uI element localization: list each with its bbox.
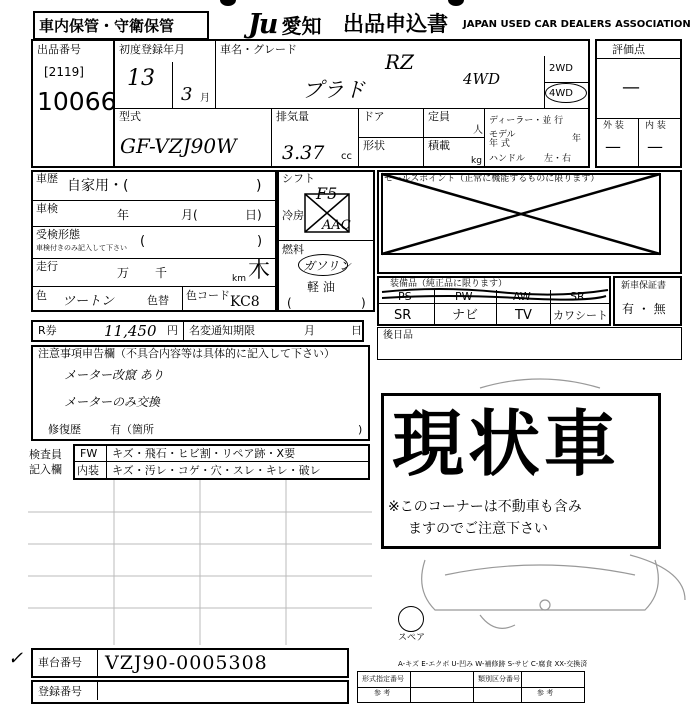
model-label: 車名・グレード: [220, 43, 297, 56]
model-drive: 4WD: [463, 70, 500, 88]
color-code-label: 色コード: [186, 289, 230, 302]
equipment-label: 装備品（純正品に限ります）: [390, 279, 508, 289]
door-label: ドア: [363, 110, 385, 123]
plate-day: 日: [351, 324, 362, 337]
repair-value: 有（箇所: [110, 423, 154, 436]
plate-label: 名変通知期限: [189, 324, 255, 337]
notes-line2: メーターのみ交換: [64, 395, 161, 409]
evaluation-label: 評価点: [612, 43, 645, 56]
divider: [97, 681, 98, 700]
divider: [114, 108, 589, 109]
postscript-label: 後日品: [383, 330, 413, 341]
postscript-box: [377, 327, 682, 360]
loadage-unit: kg: [471, 156, 482, 166]
receipt-note: 車検付きのみ記入して下さい: [36, 244, 127, 252]
divider: [32, 226, 276, 227]
selling-point-cross: [380, 172, 664, 256]
divider: [521, 672, 522, 702]
stamp-title: 現状車: [392, 402, 621, 486]
divider: [32, 286, 276, 287]
mileage-unit: km: [232, 274, 246, 284]
usage-close: ): [256, 178, 262, 194]
warranty-label: 新車保証書: [621, 281, 667, 291]
spare-label: スペア: [398, 633, 426, 643]
displacement-label: 排気量: [276, 110, 309, 123]
divider: [74, 461, 369, 462]
model-grade: RZ: [385, 50, 414, 74]
divider: [484, 108, 485, 167]
color-change-label: 色替: [147, 294, 169, 307]
receipt-label: 受検形態: [36, 228, 80, 241]
type-label: 型式: [119, 110, 141, 123]
stamp-line2: ますのでご注意下さい: [408, 521, 548, 537]
handle-options: 左・右: [544, 154, 572, 164]
recycle-label: R券: [38, 324, 57, 337]
binder-hole-right: [448, 0, 464, 6]
dealer-year-label: 年 式: [489, 139, 510, 149]
mileage-man: 万: [117, 266, 130, 280]
equipment-sr: SR: [394, 308, 412, 323]
divider: [172, 62, 173, 108]
registration-label: 初度登録年月: [119, 43, 185, 56]
mileage-mark: 木: [248, 258, 271, 283]
divider: [32, 200, 276, 201]
color-value: ツートン: [62, 294, 115, 309]
dealer-year-unit: 年: [572, 134, 582, 144]
divider: [278, 240, 374, 241]
inspector-int-items: キズ・汚レ・コゲ・穴・スレ・キレ・破レ: [112, 464, 321, 477]
lot-label: 出品番号: [37, 43, 81, 56]
exterior-label: 外 装: [603, 121, 624, 131]
displacement-value: 3.37: [282, 142, 325, 164]
evaluation-value: —: [622, 77, 640, 98]
shift-label: シフト: [282, 172, 315, 185]
designation-label-2: 参 考: [374, 689, 391, 697]
divider: [473, 672, 474, 702]
stamp-line1: ※このコーナーは不動車も含み: [388, 499, 582, 515]
dealer-model-label: モデル: [489, 130, 516, 140]
divider: [106, 445, 107, 479]
inspection-grid: [28, 480, 373, 645]
equipment-navi: ナビ: [452, 308, 479, 323]
receipt-open: (: [140, 234, 146, 249]
interior-label: 内 装: [645, 121, 666, 131]
divider: [32, 258, 276, 259]
lot-number: 10066: [37, 87, 117, 116]
logo-mark: Ju: [248, 9, 277, 40]
inspection-year: 年: [117, 208, 130, 222]
registration-year: 13: [127, 66, 155, 91]
loadage-label: 積載: [428, 139, 450, 152]
capacity-label: 定員: [428, 110, 450, 123]
inspection-month: 月(: [181, 208, 198, 222]
registration-month: 3: [181, 84, 193, 105]
fuel-close: ): [361, 296, 366, 310]
divider: [182, 287, 183, 311]
drive-4wd: 4WD: [549, 88, 573, 99]
inspection-day: 日): [245, 208, 262, 222]
notes-label: 注意事項申告欄（不具合内容等は具体的に記入して下さい）: [38, 347, 335, 360]
selling-point-label: セールスポイント（正常に機能するものに限ります）: [384, 174, 600, 184]
drive-2wd: 2WD: [549, 63, 573, 74]
equipment-strike: [378, 280, 610, 304]
shift-cross: [304, 190, 352, 236]
divider: [183, 321, 184, 341]
divider: [97, 649, 98, 677]
fuel-gasoline: ガソリン: [303, 259, 352, 273]
divider: [358, 687, 584, 688]
chassis-label: 車台番号: [38, 656, 82, 669]
equipment-top-item: PW: [455, 290, 473, 303]
recycle-value: 11,450: [104, 322, 157, 340]
inspection-label: 車検: [36, 202, 58, 215]
designation-label-3: 類別区分番号: [478, 675, 520, 683]
reg-label: 登録番号: [38, 685, 82, 698]
model-name: プラド: [302, 78, 365, 102]
divider: [410, 672, 411, 702]
equipment-tv: TV: [515, 308, 532, 323]
logo-region: 愛知: [281, 14, 322, 38]
divider: [359, 137, 484, 138]
logo: [248, 9, 348, 41]
inspector-fw-items: キズ・飛石・ヒビ割・リペア跡・X要: [112, 447, 296, 460]
equipment-top-item: AW: [513, 290, 531, 303]
receipt-close: ): [257, 234, 263, 249]
inspector-label-1: 検査員: [29, 448, 62, 461]
storage-badge-text: 車内保管・守衛保管: [39, 17, 175, 35]
exterior-value: —: [605, 137, 621, 156]
usage-label: 車歴: [36, 172, 58, 185]
shape-label: 形状: [363, 139, 385, 152]
notes-line1: メーター改竄 あり: [64, 368, 164, 382]
repair-close: ): [358, 423, 363, 436]
plate-month: 月: [304, 324, 315, 337]
spare-circle: [398, 606, 424, 632]
chassis-value: VZJ90-0005308: [105, 652, 268, 674]
warranty-options: 有 ・ 無: [622, 302, 666, 316]
designation-label-1: 形式指定番号: [362, 675, 404, 683]
handle-label: ハンドル: [489, 154, 526, 164]
divider: [215, 40, 216, 108]
designation-label-4: 参 考: [537, 689, 554, 697]
fuel-open: (: [287, 296, 292, 310]
interior-value: —: [647, 137, 663, 156]
fuel-label: 燃料: [282, 243, 304, 256]
chassis-checkmark: ✓: [8, 648, 24, 669]
equipment-seat: カワシート: [553, 309, 608, 322]
storage-badge: [33, 11, 209, 40]
mileage-label: 走行: [36, 260, 58, 273]
dealer-label: ディーラー・並 行: [489, 116, 564, 126]
usage-value: 自家用・(: [67, 178, 129, 194]
lot-sub-number: [2119]: [44, 65, 84, 79]
association-name: JAPAN USED CAR DEALERS ASSOCIATION: [463, 19, 691, 30]
shift-value: F5: [316, 184, 338, 203]
cooler-label: 冷房: [282, 209, 304, 222]
car-diagram: [385, 360, 695, 660]
mileage-sen: 千: [155, 266, 168, 280]
equipment-top-item: PS: [398, 290, 412, 303]
color-code-value: KC8: [230, 294, 260, 310]
recycle-unit: 円: [167, 324, 178, 337]
repair-label: 修復歴: [48, 423, 81, 436]
displacement-unit: cc: [341, 151, 352, 162]
divider: [596, 58, 681, 59]
type-value: GF-VZJ90W: [120, 134, 237, 158]
color-label: 色: [36, 289, 47, 302]
divider: [638, 118, 639, 167]
shift-struck: AAC: [322, 218, 351, 233]
capacity-unit: 人: [473, 125, 483, 136]
damage-legend: A-キズ E-エクボ U-凹み W-補修跡 S-サビ C-腐食 XX-交換済: [398, 660, 588, 668]
inspector-label-2: 記入欄: [29, 463, 62, 476]
inspector-interior: 内装: [77, 464, 99, 477]
divider: [271, 108, 272, 167]
fuel-diesel: 軽 油: [307, 280, 335, 294]
form-title: 出品申込書: [343, 12, 448, 36]
binder-hole-left: [220, 0, 236, 6]
registration-month-unit: 月: [200, 93, 210, 104]
equipment-top-item: SR: [570, 290, 585, 303]
inspector-fw: FW: [80, 447, 98, 460]
